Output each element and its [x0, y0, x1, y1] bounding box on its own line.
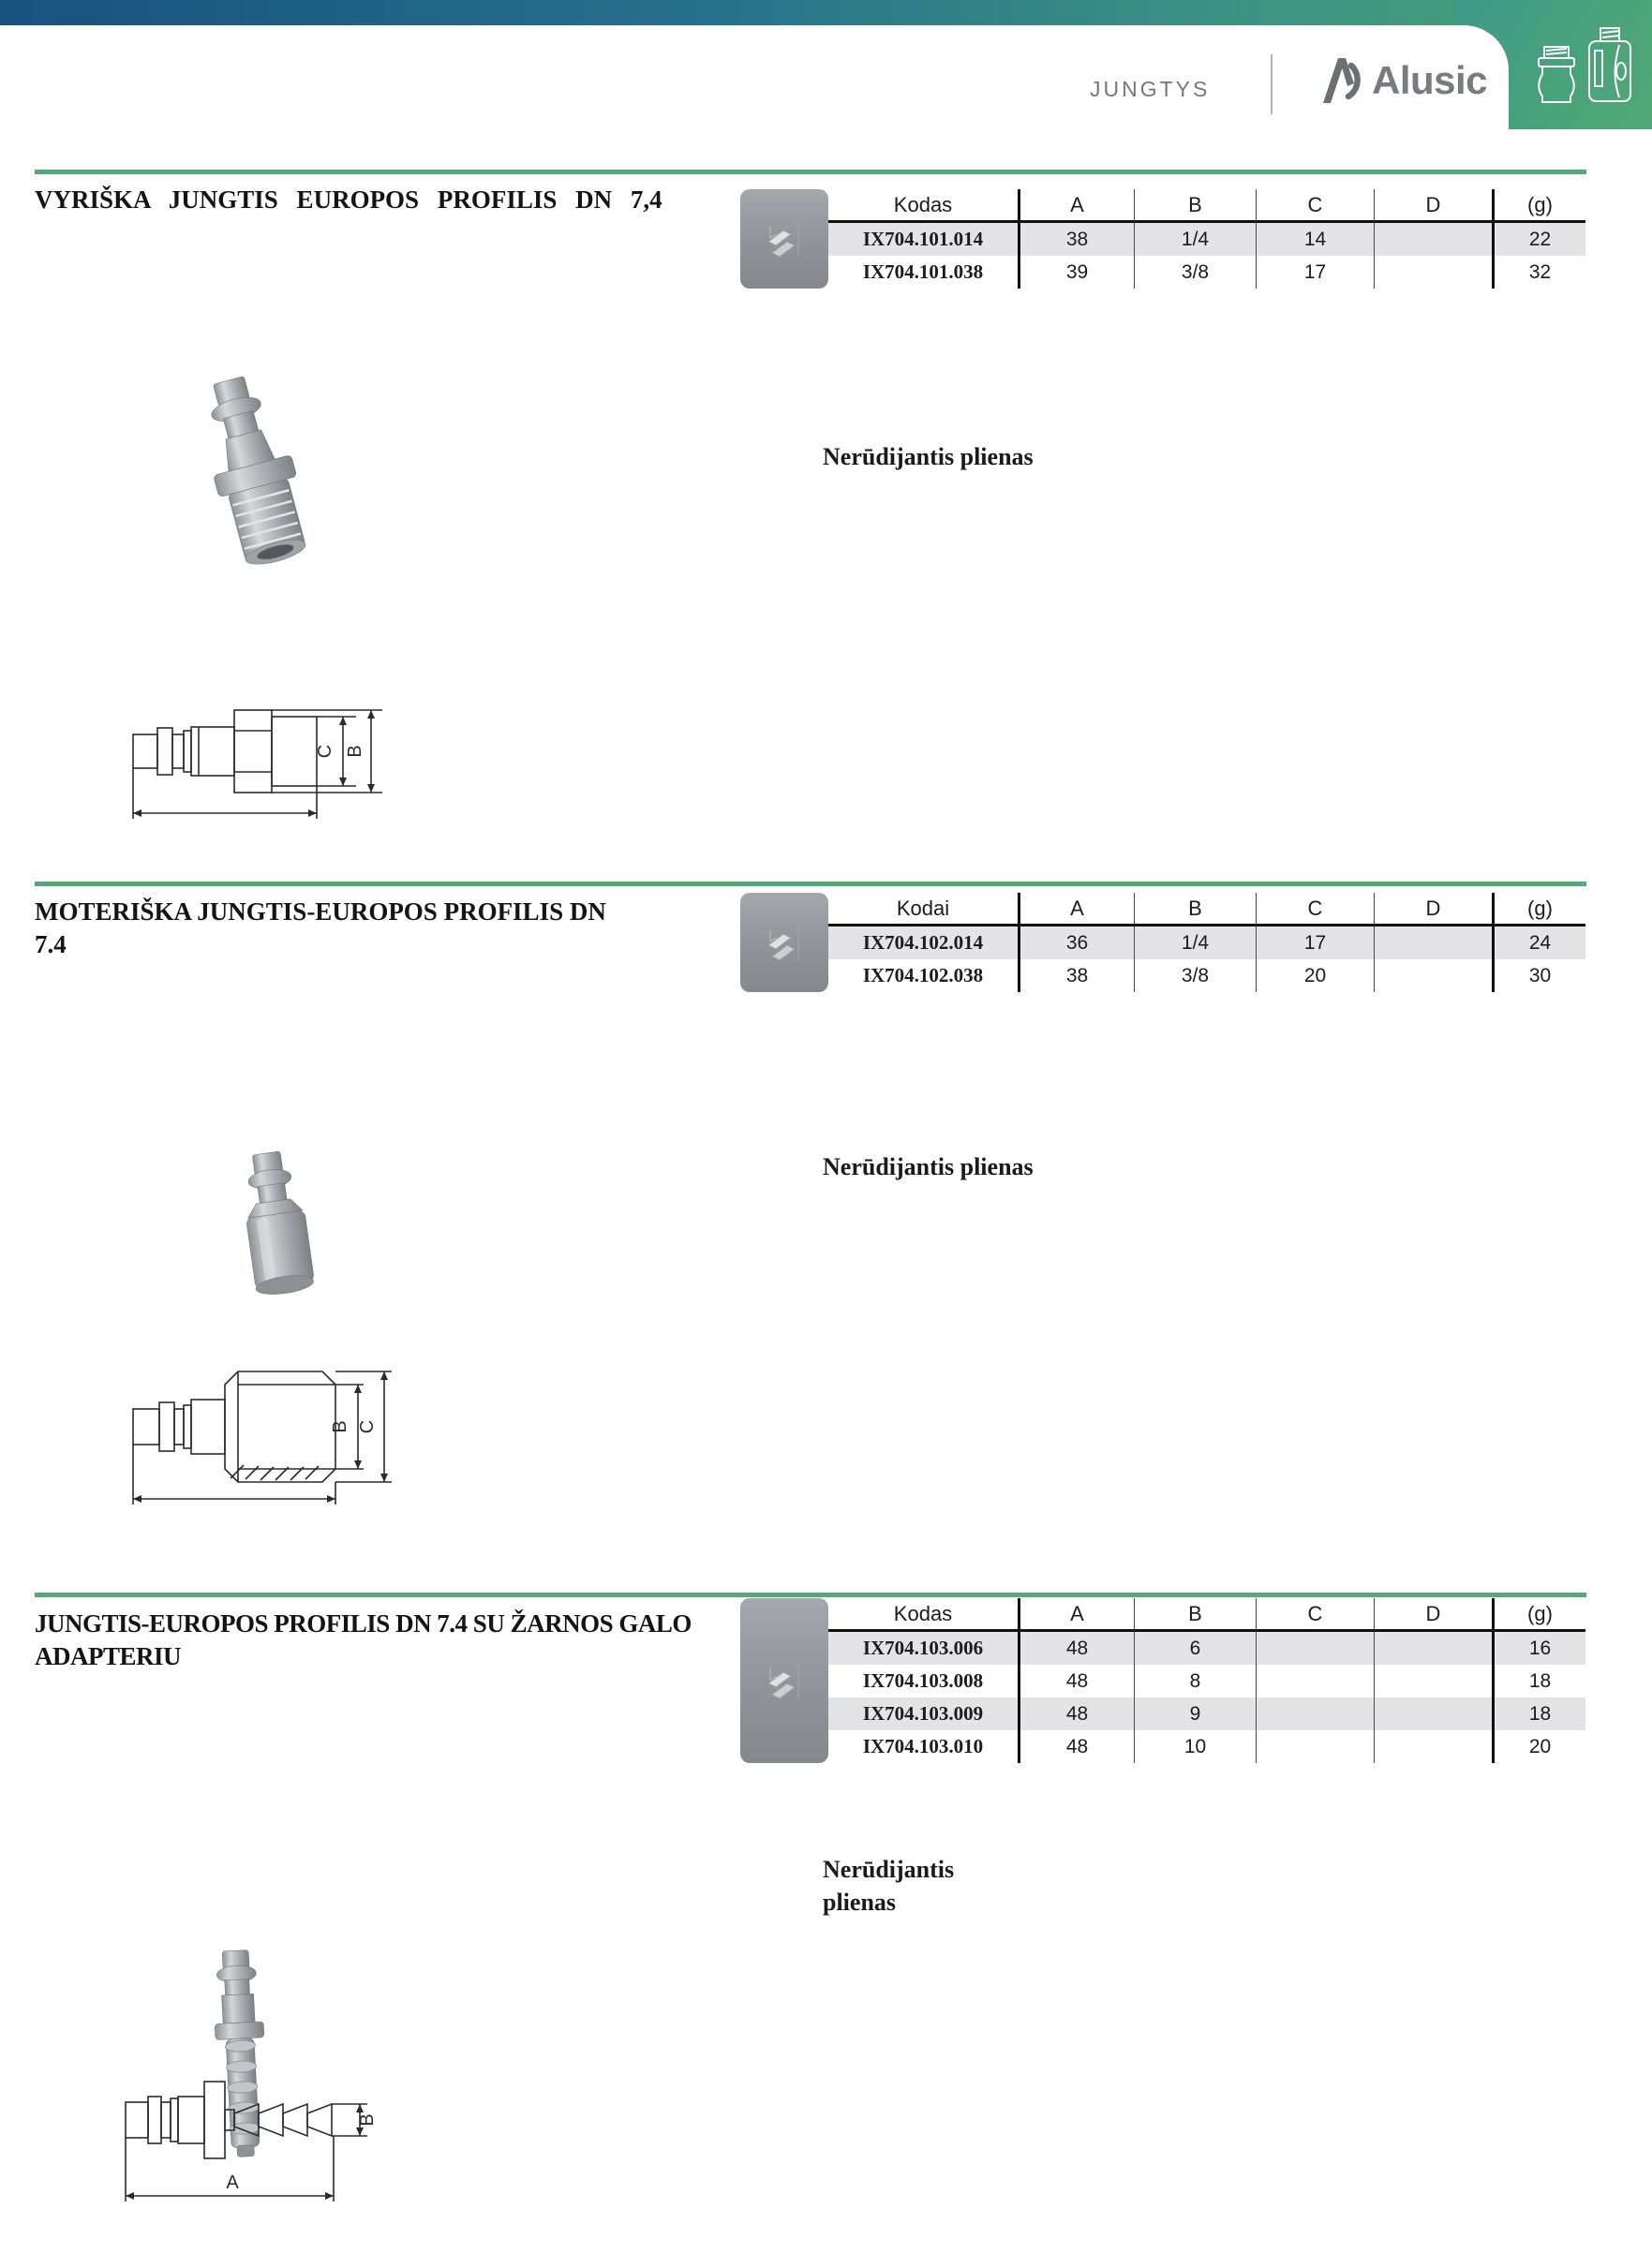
value-cell: 38: [1018, 223, 1134, 256]
column-header: Kodas: [828, 189, 1018, 223]
column-header: B: [1134, 189, 1256, 223]
section-title-line: JUNGTIS-EUROPOS PROFILIS DN 7.4 SU ŽARNOS GALO: [35, 1609, 692, 1638]
value-cell: 36: [1018, 926, 1134, 959]
code-cell: IX704.101.014: [828, 223, 1018, 256]
top-gradient-bar: [0, 0, 1652, 25]
column-header: D: [1374, 1598, 1492, 1632]
value-cell: 1/4: [1134, 926, 1256, 959]
section-title: [35, 896, 606, 961]
value-cell: 48: [1018, 1632, 1134, 1665]
value-cell: [1374, 223, 1492, 256]
code-cell: IX704.102.038: [862, 964, 984, 986]
column-header: B: [1134, 1598, 1256, 1632]
value-cell: 10: [1134, 1730, 1256, 1763]
product-photo-female-coupling: [225, 1149, 333, 1317]
column-header: B: [1134, 893, 1256, 926]
value-cell: [1374, 1730, 1492, 1763]
material-note: [823, 1853, 954, 1919]
section-title-line: MOTERIŠKA JUNGTIS-EUROPOS PROFILIS DN: [35, 897, 606, 926]
value-cell: [1374, 1665, 1492, 1697]
spec-table: [828, 1598, 1585, 1763]
value-cell: 20: [1492, 1730, 1585, 1763]
value-cell: [1256, 1697, 1374, 1730]
value-cell: 18: [1492, 1697, 1585, 1730]
section-rule: [35, 170, 1586, 174]
column-header: C: [1256, 893, 1374, 926]
section-title-line: ADAPTERIU: [35, 1642, 182, 1670]
code-cell: IX704.101.038: [862, 260, 984, 283]
column-header: (g): [1492, 893, 1585, 926]
value-cell: [1256, 1632, 1374, 1665]
product-icon-box: [740, 189, 828, 289]
technical-drawing-female-coupling: [129, 1356, 420, 1516]
material-line: Nerūdijantis: [823, 1856, 955, 1883]
code-cell: IX704.103.008: [862, 1669, 984, 1692]
value-cell: 1/4: [1134, 223, 1256, 256]
dim-label: B: [345, 745, 365, 758]
column-header: C: [1256, 189, 1374, 223]
brand-name: Alusic: [1372, 58, 1488, 102]
section-rule: [35, 882, 1586, 886]
value-cell: [1256, 1730, 1374, 1763]
dim-label: C: [357, 1419, 378, 1434]
material-note: [823, 440, 1034, 473]
value-cell: 9: [1134, 1697, 1256, 1730]
column-header: A: [1018, 189, 1134, 223]
material-line: Nerūdijantis plienas: [823, 443, 1034, 470]
technical-drawing-hose-adapter: [122, 2078, 412, 2218]
section-rule: [35, 1593, 1586, 1597]
section-title-line: VYRIŠKA JUNGTIS EUROPOS PROFILIS DN 7,4: [35, 185, 662, 214]
value-cell: [1256, 1665, 1374, 1697]
spec-table: [828, 189, 1585, 289]
page-card: [0, 25, 1509, 2268]
product-icon-box: [740, 1598, 828, 1763]
column-header: Kodas: [828, 1598, 1018, 1632]
value-cell: 17: [1256, 256, 1374, 289]
code-cell: IX704.102.014: [828, 926, 1018, 959]
coupling-sleeve-icon: [1539, 47, 1574, 102]
value-cell: 48: [1018, 1665, 1134, 1697]
value-cell: 16: [1492, 1632, 1585, 1665]
value-cell: 48: [1018, 1730, 1134, 1763]
column-header: D: [1374, 893, 1492, 926]
value-cell: 18: [1492, 1665, 1585, 1697]
spec-table: [828, 893, 1585, 992]
section-title-line: 7.4: [35, 930, 67, 958]
value-cell: 17: [1256, 926, 1374, 959]
material-line: plienas: [823, 1889, 897, 1916]
value-cell: 14: [1256, 223, 1374, 256]
code-cell: IX704.103.006: [828, 1632, 1018, 1665]
value-cell: 8: [1134, 1665, 1256, 1697]
dim-label: A: [226, 2172, 239, 2193]
column-header: A: [1018, 1598, 1134, 1632]
value-cell: [1374, 959, 1492, 992]
product-icon-box: [740, 893, 828, 992]
value-cell: 3/8: [1134, 959, 1256, 992]
value-cell: [1374, 926, 1492, 959]
category-label: JUNGTYS: [1090, 77, 1211, 101]
coupling-glyph-icon: [763, 210, 806, 268]
section-title: [35, 1608, 692, 1673]
value-cell: [1374, 1697, 1492, 1730]
section-title: [35, 184, 662, 216]
coupling-glyph-icon: [763, 1652, 806, 1710]
column-header: (g): [1492, 189, 1585, 223]
value-cell: 39: [1018, 256, 1134, 289]
value-cell: 48: [1018, 1697, 1134, 1730]
column-header: (g): [1492, 1598, 1585, 1632]
value-cell: 32: [1492, 256, 1585, 289]
value-cell: 22: [1492, 223, 1585, 256]
dim-label: B: [357, 2113, 378, 2127]
technical-drawing-male-coupling: [129, 691, 410, 837]
value-cell: 3/8: [1134, 256, 1256, 289]
coupling-products-icon: [1531, 26, 1644, 109]
header-divider: [1271, 54, 1272, 114]
dim-label: B: [330, 1420, 350, 1433]
coupling-glyph-icon: [763, 913, 806, 971]
value-cell: 20: [1256, 959, 1374, 992]
alusic-a-logo-icon: [1310, 52, 1364, 107]
value-cell: 6: [1134, 1632, 1256, 1665]
column-header: C: [1256, 1598, 1374, 1632]
material-note: [823, 1150, 1034, 1183]
code-cell: IX704.103.010: [862, 1735, 984, 1757]
dim-label: C: [315, 744, 335, 759]
value-cell: [1374, 256, 1492, 289]
product-photo-male-coupling: [195, 371, 317, 586]
value-cell: [1374, 1632, 1492, 1665]
code-cell: IX704.103.009: [828, 1697, 1018, 1730]
column-header: Kodai: [828, 893, 1018, 926]
value-cell: 24: [1492, 926, 1585, 959]
value-cell: 38: [1018, 959, 1134, 992]
column-header: D: [1374, 189, 1492, 223]
material-line: Nerūdijantis plienas: [823, 1153, 1034, 1180]
coupling-plug-icon: [1589, 28, 1630, 101]
column-header: A: [1018, 893, 1134, 926]
value-cell: 30: [1492, 959, 1585, 992]
